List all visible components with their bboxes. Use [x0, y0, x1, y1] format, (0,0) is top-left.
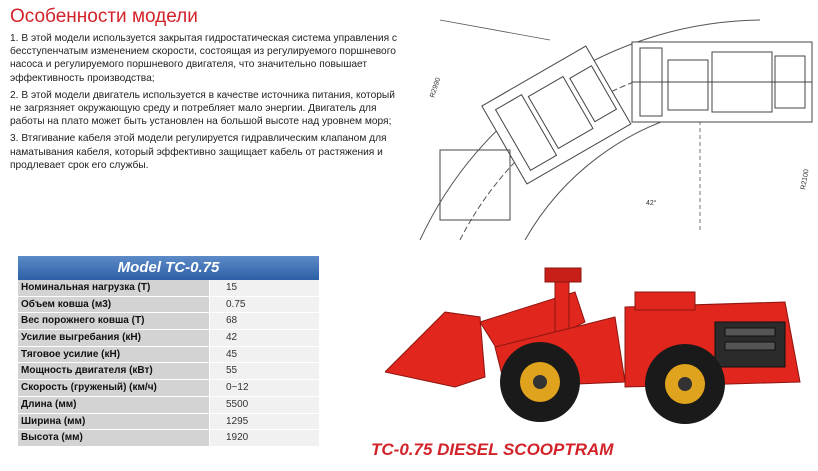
spec-row [18, 297, 319, 314]
spec-label: Номинальная нагрузка (Т) [18, 280, 210, 296]
spec-value: 68 [210, 313, 319, 329]
spec-label: Скорость (груженый) (км/ч) [18, 380, 210, 396]
spec-value: 5500 [210, 397, 319, 413]
product-caption: TC-0.75 DIESEL SCOOPTRAM [371, 440, 614, 459]
spec-label: Длина (мм) [18, 397, 210, 413]
angle-label: 42° [646, 200, 657, 207]
spec-label: Высота (мм) [18, 430, 210, 446]
bucket-outline [440, 150, 510, 220]
dim-r1-label: R2990 [429, 76, 443, 99]
rear-wheel [645, 344, 725, 424]
feature-item: 2. В этой модели двигатель используется в качестве источника питания, который не загрязняет окружающую среду и потребляет мало энергии. Двигатель для работы на плато может быть установлен на большой высоте над уровнем моря; [10, 89, 395, 128]
spec-label: Тяговое усилие (кН) [18, 347, 210, 363]
spec-value: 55 [210, 363, 319, 379]
bucket [385, 312, 485, 387]
spec-value: 0~12 [210, 380, 319, 396]
spec-table-header: Model TC-0.75 [18, 256, 319, 280]
spec-value: 1920 [210, 430, 319, 446]
page-title: Особенности модели [10, 6, 198, 27]
spec-row [18, 363, 319, 380]
spec-value: 1295 [210, 414, 319, 430]
spec-row [18, 430, 319, 447]
feature-list [10, 32, 400, 176]
engine-block [715, 322, 785, 367]
spec-value: 42 [210, 330, 319, 346]
spec-row [18, 330, 319, 347]
spec-label: Ширина (мм) [18, 414, 210, 430]
spec-label: Мощность двигателя (кВт) [18, 363, 210, 379]
scooptram-illustration [385, 262, 805, 437]
spec-row [18, 414, 319, 431]
spec-label: Вес порожнего ковша (Т) [18, 313, 210, 329]
spec-row [18, 347, 319, 364]
spec-row [18, 380, 319, 397]
spec-value: 15 [210, 280, 319, 296]
turning-radius-drawing [400, 0, 818, 240]
spec-table [18, 256, 319, 447]
spec-label: Объем ковша (м3) [18, 297, 210, 313]
front-bucket-frame [482, 46, 631, 184]
spec-value: 0.75 [210, 297, 319, 313]
spec-label: Усилие выгребания (кН) [18, 330, 210, 346]
front-wheel [500, 342, 580, 422]
feature-item: 1. В этой модели используется закрытая гидростатическая система управления с бесступенчатым изменением скорости, состоящая из регулируемого поршневого насоса и регулируемого поршневого двигателя, что значительно повышает эффективность производства; [10, 33, 398, 84]
dim-r2-label: R2100 [800, 168, 811, 191]
feature-item: 3. Втягивание кабеля этой модели регулируется гидравлическим клапаном для наматывания кабеля, который эффективно защищает кабель от растяжения и продлевает срок его службы. [10, 133, 387, 171]
spec-row [18, 397, 319, 414]
spec-value: 45 [210, 347, 319, 363]
spec-row [18, 313, 319, 330]
spec-row [18, 280, 319, 297]
rear-frame [632, 42, 812, 122]
